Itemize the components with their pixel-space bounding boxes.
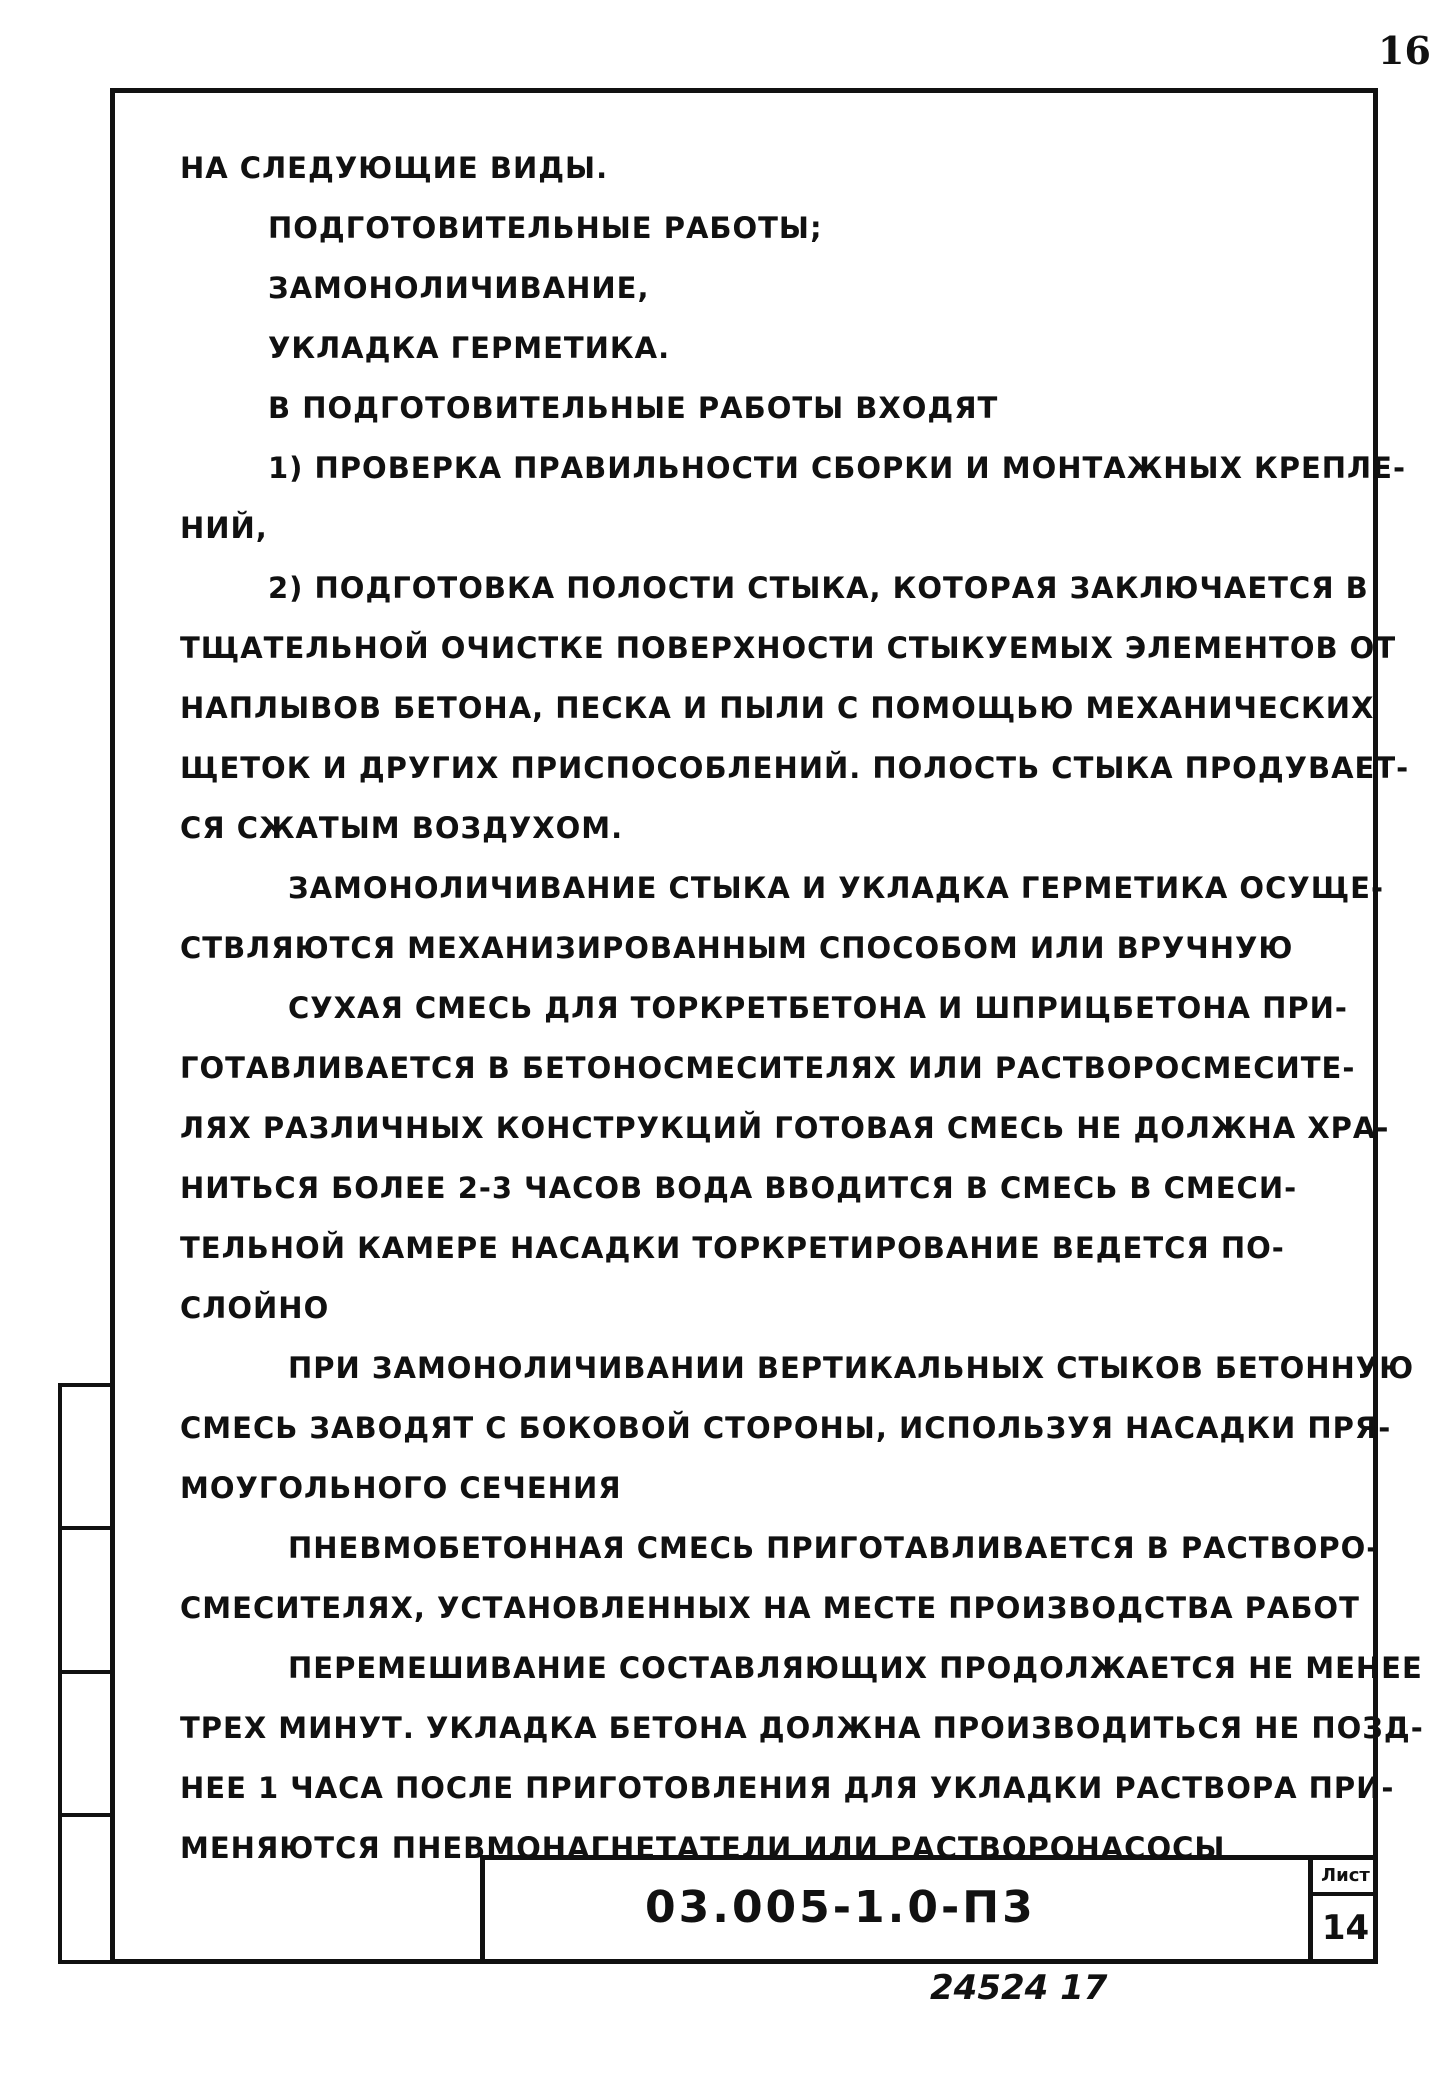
document-code: 03.005-1.0-П3 bbox=[645, 1882, 1036, 1933]
text-line: НЕЕ 1 ЧАСА ПОСЛЕ ПРИГОТОВЛЕНИЯ ДЛЯ УКЛАДКИ РАСТВОРА ПРИ- bbox=[180, 1771, 1395, 1805]
text-line: СЛОЙНО bbox=[180, 1291, 330, 1325]
text-line: ПРИ ЗАМОНОЛИЧИВАНИИ ВЕРТИКАЛЬНЫХ СТЫКОВ БЕТОННУЮ bbox=[288, 1351, 1415, 1385]
text-line: ЗАМОНОЛИЧИВАНИЕ СТЫКА И УКЛАДКА ГЕРМЕТИКА ОСУЩЕ- bbox=[288, 871, 1385, 905]
sheet-box bbox=[1308, 1860, 1378, 1964]
text-line: 1) ПРОВЕРКА ПРАВИЛЬНОСТИ СБОРКИ И МОНТАЖНЫХ КРЕПЛЕ- bbox=[268, 451, 1406, 485]
text-line: НИТЬСЯ БОЛЕЕ 2-3 ЧАСОВ ВОДА ВВОДИТСЯ В СМЕСЬ В СМЕСИ- bbox=[180, 1171, 1298, 1205]
side-strip-cell bbox=[62, 1387, 110, 1530]
text-line: ТРЕХ МИНУТ. УКЛАДКА БЕТОНА ДОЛЖНА ПРОИЗВОДИТЬСЯ НЕ ПОЗД- bbox=[180, 1711, 1424, 1745]
text-line: ПОДГОТОВИТЕЛЬНЫЕ РАБОТЫ; bbox=[268, 211, 823, 245]
text-line: НАПЛЫВОВ БЕТОНА, ПЕСКА И ПЫЛИ С ПОМОЩЬЮ МЕХАНИЧЕСКИХ bbox=[180, 691, 1375, 725]
text-line: МЕНЯЮТСЯ ПНЕВМОНАГНЕТАТЕЛИ ИЛИ РАСТВОРОНАСОСЫ bbox=[180, 1831, 1226, 1865]
archive-number: 24524 17 bbox=[930, 1968, 1108, 2008]
text-line: СМЕСЬ ЗАВОДЯТ С БОКОВОЙ СТОРОНЫ, ИСПОЛЬЗУЯ НАСАДКИ ПРЯ- bbox=[180, 1411, 1392, 1445]
text-line: ТЕЛЬНОЙ КАМЕРЕ НАСАДКИ ТОРКРЕТИРОВАНИЕ ВЕДЕТСЯ ПО- bbox=[180, 1231, 1285, 1265]
text-line: СЯ СЖАТЫМ ВОЗДУХОМ. bbox=[180, 811, 624, 845]
side-strip-cell bbox=[62, 1817, 110, 1960]
text-line: НА СЛЕДУЮЩИЕ ВИДЫ. bbox=[180, 151, 609, 185]
text-line: МОУГОЛЬНОГО СЕЧЕНИЯ bbox=[180, 1471, 622, 1505]
text-line: ЛЯХ РАЗЛИЧНЫХ КОНСТРУКЦИЙ ГОТОВАЯ СМЕСЬ НЕ ДОЛЖНА ХРА- bbox=[180, 1111, 1390, 1145]
text-line: ЩЕТОК И ДРУГИХ ПРИСПОСОБЛЕНИЙ. ПОЛОСТЬ СТЫКА ПРОДУВАЕТ- bbox=[180, 751, 1410, 785]
text-line: НИЙ, bbox=[180, 511, 268, 545]
text-line: ЗАМОНОЛИЧИВАНИЕ, bbox=[268, 271, 650, 305]
side-strip-cell bbox=[62, 1674, 110, 1817]
text-line: ПЕРЕМЕШИВАНИЕ СОСТАВЛЯЮЩИХ ПРОДОЛЖАЕТСЯ НЕ МЕНЕЕ bbox=[288, 1651, 1423, 1685]
text-line: ГОТАВЛИВАЕТСЯ В БЕТОНОСМЕСИТЕЛЯХ ИЛИ РАСТВОРОСМЕСИТЕ- bbox=[180, 1051, 1356, 1085]
text-line: СТВЛЯЮТСЯ МЕХАНИЗИРОВАННЫМ СПОСОБОМ ИЛИ ВРУЧНУЮ bbox=[180, 931, 1294, 965]
text-line: СУХАЯ СМЕСЬ ДЛЯ ТОРКРЕТБЕТОНА И ШПРИЦБЕТОНА ПРИ- bbox=[288, 991, 1348, 1025]
sheet-number: 14 bbox=[1321, 1908, 1370, 1948]
side-stamp-strip bbox=[58, 1383, 110, 1964]
text-line: УКЛАДКА ГЕРМЕТИКА. bbox=[268, 331, 671, 365]
text-line: 2) ПОДГОТОВКА ПОЛОСТИ СТЫКА, КОТОРАЯ ЗАКЛЮЧАЕТСЯ В bbox=[268, 571, 1369, 605]
text-line: СМЕСИТЕЛЯХ, УСТАНОВЛЕННЫХ НА МЕСТЕ ПРОИЗВОДСТВА РАБОТ bbox=[180, 1591, 1360, 1625]
side-strip-cell bbox=[62, 1530, 110, 1673]
title-block bbox=[480, 1855, 1378, 1964]
text-line: ТЩАТЕЛЬНОЙ ОЧИСТКЕ ПОВЕРХНОСТИ СТЫКУЕМЫХ ЭЛЕМЕНТОВ ОТ bbox=[180, 631, 1397, 665]
sheet-label: Лист bbox=[1313, 1860, 1378, 1896]
text-line: ПНЕВМОБЕТОННАЯ СМЕСЬ ПРИГОТАВЛИВАЕТСЯ В РАСТВОРО- bbox=[288, 1531, 1380, 1565]
page-number: 16 bbox=[1378, 28, 1431, 73]
text-line: В ПОДГОТОВИТЕЛЬНЫЕ РАБОТЫ ВХОДЯТ bbox=[268, 391, 999, 425]
